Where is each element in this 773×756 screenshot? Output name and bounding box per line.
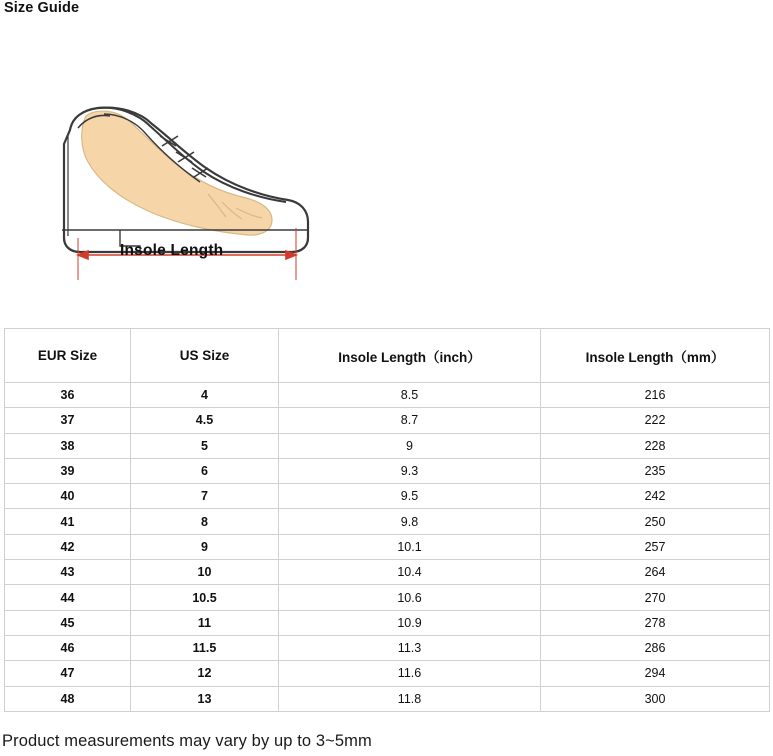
cell-eur: 40 [5,484,131,509]
column-header-insole-inch: Insole Length（inch） [279,329,541,383]
cell-mm: 270 [541,585,770,610]
cell-mm: 278 [541,610,770,635]
cell-us: 10.5 [131,585,279,610]
cell-eur: 38 [5,433,131,458]
cell-mm: 216 [541,383,770,408]
column-header-us: US Size [131,329,279,383]
cell-mm: 228 [541,433,770,458]
cell-eur: 43 [5,560,131,585]
cell-us: 12 [131,661,279,686]
cell-eur: 46 [5,635,131,660]
column-header-eur: EUR Size [5,329,131,383]
cell-inch: 10.6 [279,585,541,610]
table-row [5,661,770,686]
cell-inch: 9.5 [279,484,541,509]
cell-us: 6 [131,458,279,483]
table-row [5,408,770,433]
cell-mm: 242 [541,484,770,509]
cell-inch: 10.9 [279,610,541,635]
cell-inch: 10.1 [279,534,541,559]
cell-us: 10 [131,560,279,585]
cell-inch: 9 [279,433,541,458]
cell-mm: 300 [541,686,770,711]
cell-inch: 8.7 [279,408,541,433]
table-row [5,585,770,610]
cell-inch: 9.8 [279,509,541,534]
cell-us: 4 [131,383,279,408]
cell-us: 9 [131,534,279,559]
cell-inch: 11.3 [279,635,541,660]
cell-mm: 250 [541,509,770,534]
table-row [5,484,770,509]
cell-eur: 37 [5,408,131,433]
cell-us: 5 [131,433,279,458]
measurement-footnote: Product measurements may vary by up to 3~5mm [2,732,372,750]
column-header-insole-mm: Insole Length（mm） [541,329,770,383]
cell-us: 4.5 [131,408,279,433]
cell-eur: 39 [5,458,131,483]
cell-eur: 36 [5,383,131,408]
table-row [5,610,770,635]
table-row [5,635,770,660]
cell-us: 7 [131,484,279,509]
cell-eur: 42 [5,534,131,559]
cell-mm: 286 [541,635,770,660]
cell-eur: 41 [5,509,131,534]
cell-us: 11.5 [131,635,279,660]
cell-mm: 294 [541,661,770,686]
cell-inch: 9.3 [279,458,541,483]
table-header-row [5,329,770,383]
cell-mm: 222 [541,408,770,433]
cell-eur: 48 [5,686,131,711]
size-chart-table [4,328,770,712]
cell-inch: 10.4 [279,560,541,585]
table-row [5,383,770,408]
cell-mm: 257 [541,534,770,559]
table-row [5,560,770,585]
cell-eur: 47 [5,661,131,686]
page-title: Size Guide [4,0,80,16]
cell-us: 11 [131,610,279,635]
cell-inch: 11.8 [279,686,541,711]
insole-length-label: Insole Length [120,242,224,259]
table-row [5,433,770,458]
table-row [5,458,770,483]
cell-us: 8 [131,509,279,534]
cell-eur: 45 [5,610,131,635]
cell-us: 13 [131,686,279,711]
cell-mm: 235 [541,458,770,483]
table-row [5,509,770,534]
cell-inch: 8.5 [279,383,541,408]
table-row [5,534,770,559]
cell-inch: 11.6 [279,661,541,686]
table-row [5,686,770,711]
cell-mm: 264 [541,560,770,585]
cell-eur: 44 [5,585,131,610]
